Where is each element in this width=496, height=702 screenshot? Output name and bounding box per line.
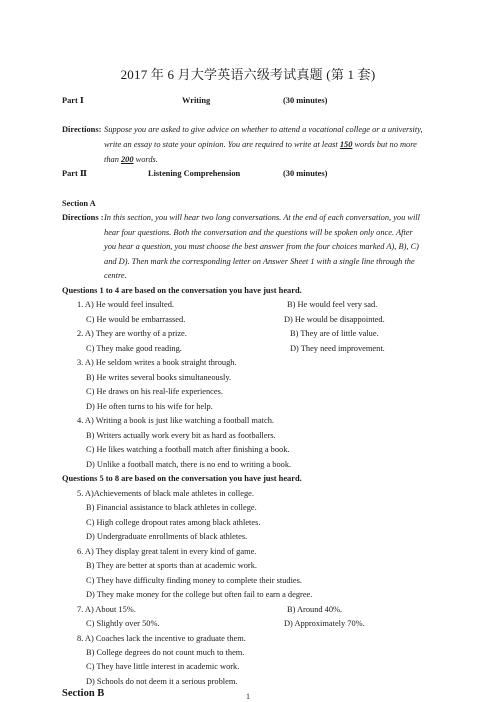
part1-directions-label: Directions: bbox=[62, 125, 102, 134]
q3-option-a: 3. A) He seldom writes a book straight through. bbox=[77, 358, 237, 367]
q5-option-c: C) High college dropout rates among black athletes. bbox=[86, 518, 261, 527]
part1-directions-line1: Suppose you are asked to give advice on whether to attend a vocational college or a university, bbox=[104, 125, 423, 134]
q2-option-b: B) They are of little value. bbox=[290, 329, 379, 338]
min-words: 150 bbox=[339, 140, 353, 149]
q3-option-d: D) He often turns to his wife for help. bbox=[86, 402, 213, 411]
part1-directions-line2: write an essay to state your opinion. You are required to write at least 150 words but no more bbox=[104, 140, 417, 149]
q4-option-b: B) Writers actually work every bit as hard as footballers. bbox=[86, 431, 276, 440]
q6-option-b: B) They are better at sports than at academic work. bbox=[86, 561, 258, 570]
q4-option-a: 4. A) Writing a book is just like watching a football match. bbox=[77, 416, 274, 425]
q7-option-a: 7. A) About 15%. bbox=[77, 605, 136, 614]
q6-option-c: C) They have difficulty finding money to complete their studies. bbox=[86, 576, 302, 585]
q4-option-c: C) He likes watching a football match after finishing a book. bbox=[86, 445, 290, 454]
q1-option-d: D) He would be disappointed. bbox=[284, 315, 385, 324]
part2-name: Listening Comprehension bbox=[148, 169, 241, 178]
q7-option-b: B) Around 40%. bbox=[287, 605, 343, 614]
section-a-directions-line: you hear a question, you must choose the best answer from the four choices marked A), B), C) bbox=[104, 242, 419, 251]
q8-option-b: B) College degrees do not count much to them. bbox=[86, 648, 245, 657]
q3-option-c: C) He draws on his real-life experiences. bbox=[86, 387, 223, 396]
q2-option-d: D) They need improvement. bbox=[290, 344, 385, 353]
q2-option-c: C) They make good reading. bbox=[86, 344, 182, 353]
document-title: 2017 年 6 月大学英语六级考试真题 (第 1 套) bbox=[120, 67, 376, 82]
q4-option-d: D) Unlike a football match, there is no end to writing a book. bbox=[86, 460, 292, 469]
q6-option-d: D) They make money for the college but often fail to earn a degree. bbox=[86, 590, 313, 599]
part2-label: Part Ⅱ bbox=[62, 169, 87, 178]
q5-option-a: 5. A)Achievements of black male athletes in college. bbox=[77, 489, 254, 498]
section-a-directions-line: and D). Then mark the corresponding letter on Answer Sheet 1 with a single line through the bbox=[104, 257, 415, 266]
section-a-directions-line: centre. bbox=[104, 271, 127, 280]
question-group-heading: Questions 1 to 4 are based on the conversation you have just heard. bbox=[62, 286, 302, 295]
q8-option-d: D) Schools do not deem it a serious problem. bbox=[86, 677, 238, 686]
q3-option-b: B) He writes several books simultaneously. bbox=[86, 373, 232, 382]
q8-option-a: 8. A) Coaches lack the incentive to graduate them. bbox=[77, 634, 246, 643]
part1-name: Writing bbox=[182, 96, 211, 105]
part1-directions-line3: than 200 words. bbox=[104, 155, 158, 164]
part1-time: (30 minutes) bbox=[283, 96, 328, 105]
q7-option-c: C) Slightly over 50%. bbox=[86, 619, 160, 628]
q2-option-a: 2. A) They are worthy of a prize. bbox=[77, 329, 187, 338]
q7-option-d: D) Approximately 70%. bbox=[284, 619, 365, 628]
part1-label: Part Ⅰ bbox=[62, 96, 84, 105]
q5-option-d: D) Undergraduate enrollments of black athletes. bbox=[86, 532, 248, 541]
q1-option-a: 1. A) He would feel insulted. bbox=[77, 300, 174, 309]
section-a-directions-line: In this section, you will hear two long conversations. At the end of each conversation, you will bbox=[104, 213, 420, 222]
section-a-directions-label: Directions : bbox=[62, 213, 104, 222]
section-a-directions-line: hear four questions. Both the conversation and the questions will be spoken only once. After bbox=[104, 228, 413, 237]
q6-option-a: 6. A) They display great talent in every kind of game. bbox=[77, 547, 257, 556]
q8-option-c: C) They have little interest in academic work. bbox=[86, 662, 240, 671]
max-words: 200 bbox=[120, 155, 134, 164]
section-b-label: Section B bbox=[62, 688, 105, 699]
section-a-label: Section A bbox=[62, 199, 96, 208]
q1-option-c: C) He would be embarrassed. bbox=[86, 315, 186, 324]
q5-option-b: B) Financial assistance to black athletes in college. bbox=[86, 503, 257, 512]
q1-option-b: B) He would feel very sad. bbox=[287, 300, 378, 309]
question-group-heading: Questions 5 to 8 are based on the conversation you have just heard. bbox=[62, 474, 302, 483]
part2-time: (30 minutes) bbox=[283, 169, 328, 178]
page-number: 1 bbox=[246, 692, 250, 701]
